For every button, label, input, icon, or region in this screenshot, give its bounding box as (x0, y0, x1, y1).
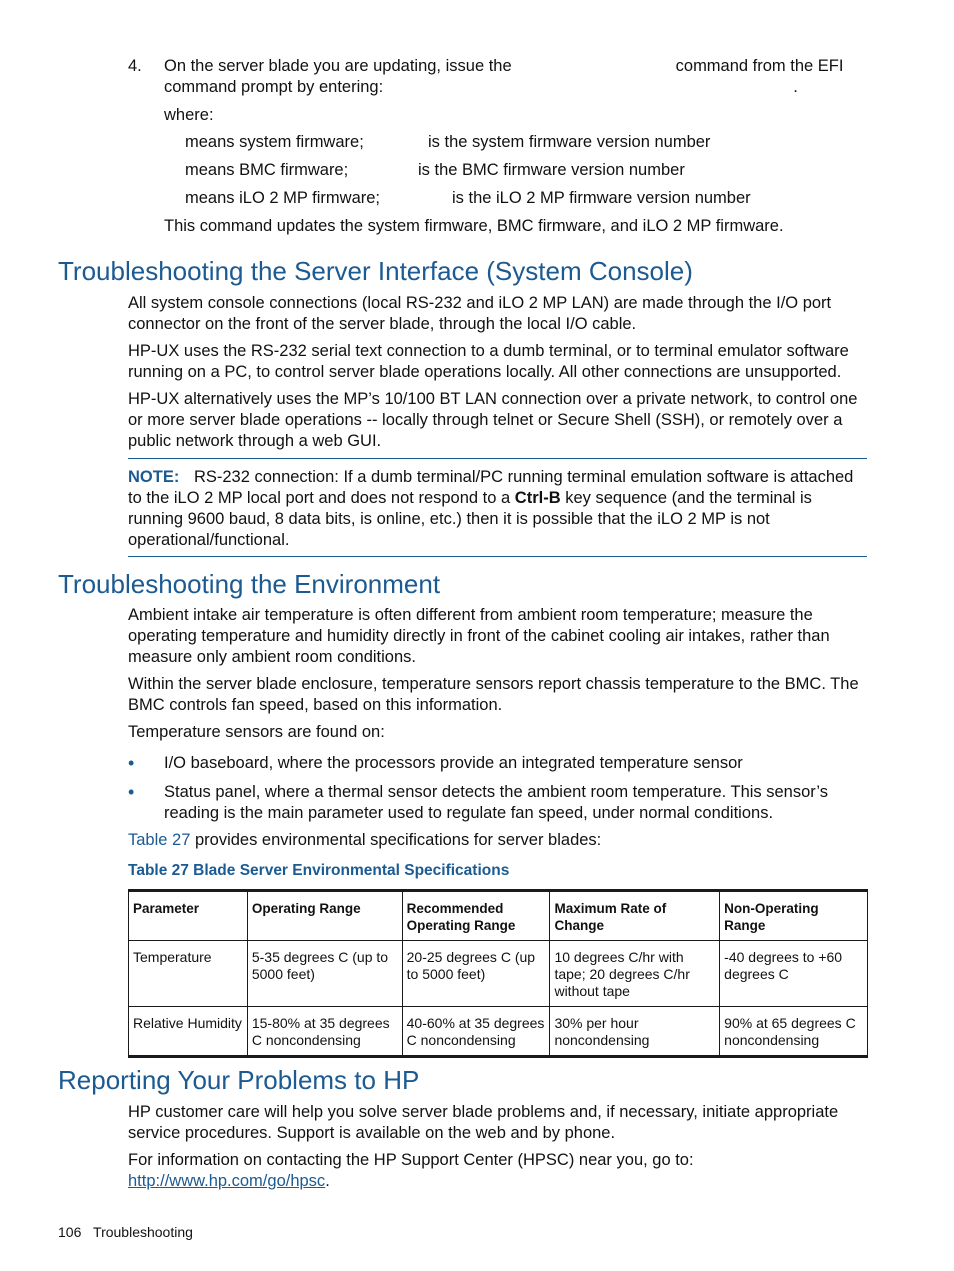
page-number: 106 (58, 1224, 82, 1240)
table-cell: 40-60% at 35 degrees C noncondensing (402, 1007, 550, 1057)
table-cell: Temperature (129, 941, 248, 1007)
note-text-post: key sequence (and the terminal is running 9600 baud, 8 data bits, is online, etc.) then it is possible that the iLO 2 MP is not operational/functional. (128, 489, 812, 549)
step-text-4: . (793, 78, 798, 96)
report-paragraph-2-text: For information on contacting the HP Support Center (HPSC) near you, go to: (128, 1151, 694, 1169)
list-item: Status panel, where a thermal sensor detects the ambient room temperature. This sensor’s reading is the main parameter used to regulate fan speed, under normal conditions. (164, 783, 829, 822)
header-max-rate: Maximum Rate of Change (550, 891, 720, 941)
table-cell: Relative Humidity (129, 1007, 248, 1057)
heading-system-console: Troubleshooting the Server Interface (System Console) (58, 256, 693, 286)
heading-environment: Troubleshooting the Environment (58, 569, 441, 599)
note-text (128, 467, 867, 551)
table-cell: -40 degrees to +60 degrees C (720, 941, 868, 1007)
note-box (128, 458, 867, 557)
table-cell: 15-80% at 35 degrees C noncondensing (247, 1007, 402, 1057)
table-cell: 5-35 degrees C (up to 5000 feet) (247, 941, 402, 1007)
report-period: . (325, 1172, 330, 1190)
where-item-system-right: is the system firmware version number (428, 133, 711, 151)
step-instruction (164, 56, 864, 98)
table-cell: 20-25 degrees C (up to 5000 feet) (402, 941, 550, 1007)
table-reference-text: provides environmental specifications for server blades: (194, 831, 602, 849)
table-reference (128, 830, 868, 851)
environmental-spec-table (128, 889, 868, 1058)
where-item-bmc-left: means BMC firmware; (185, 161, 349, 179)
header-parameter: Parameter (129, 891, 248, 941)
hpsc-link[interactable]: http://www.hp.com/go/hpsc (128, 1172, 326, 1190)
env-paragraph-1: Ambient intake air temperature is often different from ambient room temperature; measure the operating temperature and humidity directly in front of the cabinet cooling air intakes, rather than measure only ambient room conditions. (128, 606, 830, 666)
table-cell: 10 degrees C/hr with tape; 20 degrees C/hr without tape (550, 941, 720, 1007)
table-cell: 30% per hour noncondensing (550, 1007, 720, 1057)
bullet-marker: • (128, 782, 135, 802)
step-summary: This command updates the system firmware, BMC firmware, and iLO 2 MP firmware. (164, 217, 784, 235)
table-cell: 90% at 65 degrees C noncondensing (720, 1007, 868, 1057)
table-caption: Table 27 Blade Server Environmental Specifications (128, 862, 510, 879)
console-paragraph-1: All system console connections (local RS-232 and iLO 2 MP LAN) are made through the I/O port connector on the front of the server blade, through the local I/O cable. (128, 294, 832, 333)
header-non-operating: Non-Operating Range (720, 891, 868, 941)
heading-reporting: Reporting Your Problems to HP (58, 1065, 420, 1095)
where-label: where: (164, 106, 214, 124)
bullet-marker: • (128, 753, 135, 773)
footer-section: Troubleshooting (93, 1224, 193, 1240)
console-paragraph-3: HP-UX alternatively uses the MP’s 10/100 BT LAN connection over a private network, to control one or more server blade operations -- locally through telnet or Secure Shell (SSH), or remotely over a public network through a web GUI. (128, 390, 858, 450)
where-item-ilo-right: is the iLO 2 MP firmware version number (452, 189, 751, 207)
header-recommended-range: Recommended Operating Range (402, 891, 550, 941)
note-label: NOTE: (128, 468, 180, 486)
note-text-pre: RS-232 connection: If a dumb terminal/PC running terminal emulation software is attached to the iLO 2 MP local port and does not respond to a (128, 468, 854, 507)
where-item-system-left: means system firmware; (185, 133, 364, 151)
header-operating-range: Operating Range (247, 891, 402, 941)
where-item-bmc-right: is the BMC firmware version number (418, 161, 685, 179)
step-text-3: command prompt by entering: (164, 78, 384, 96)
table-header-row (129, 891, 868, 941)
step-text-2: command from the EFI (675, 57, 844, 75)
console-paragraph-2: HP-UX uses the RS-232 serial text connection to a dumb terminal, or to terminal emulator software running on a PC, to control server blade operations locally. All other connections are unsupported. (128, 342, 849, 381)
note-key: Ctrl-B (514, 489, 561, 507)
table-row (129, 941, 868, 1007)
list-item: I/O baseboard, where the processors provide an integrated temperature sensor (164, 754, 743, 772)
report-paragraph-2 (128, 1150, 868, 1192)
page-footer (58, 1222, 193, 1243)
step-text-1: On the server blade you are updating, issue the (164, 57, 512, 75)
env-paragraph-3: Temperature sensors are found on: (128, 723, 385, 741)
where-item-ilo-left: means iLO 2 MP firmware; (185, 189, 381, 207)
table-27-link[interactable]: Table 27 (128, 831, 191, 849)
step-number: 4. (128, 57, 142, 75)
report-paragraph-1: HP customer care will help you solve server blade problems and, if necessary, initiate appropriate service procedures. Support is available on the web and by phone. (128, 1103, 839, 1142)
table-row (129, 1007, 868, 1057)
env-paragraph-2: Within the server blade enclosure, temperature sensors report chassis temperature to the BMC. The BMC controls fan speed, based on this information. (128, 675, 859, 714)
